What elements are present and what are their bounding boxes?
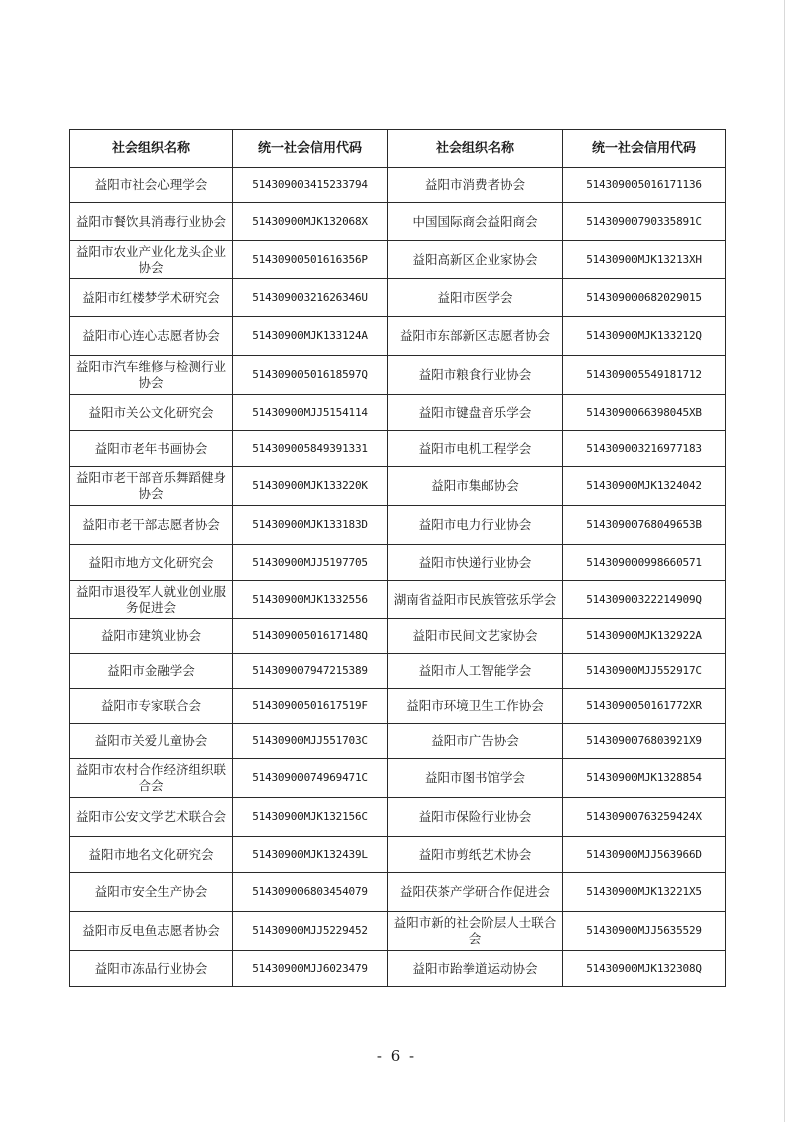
org-name-left: 益阳市退役军人就业创业服务促进会 [70,581,233,619]
credit-code-left: 51430900MJJ551703C [233,724,388,759]
credit-code-left: 51430900MJK133220K [233,467,388,506]
org-name-left: 益阳市金融学会 [70,654,233,689]
credit-code-left: 514309003216263​46U [233,279,388,317]
credit-code-left: 51430900MJK132068X [233,203,388,241]
table-body [70,168,726,987]
scan-edge-line [784,0,785,1122]
org-name-left: 益阳市红楼梦学术研究会 [70,279,233,317]
credit-code-right: 514309005549181712 [563,356,726,395]
credit-code-right: 514309005016171136 [563,168,726,203]
org-name-right: 益阳市民间文艺家协会 [388,619,563,654]
org-name-right: 益阳市环境卫生工作协会 [388,689,563,724]
org-name-left: 益阳市农业产业化龙头企业协会 [70,241,233,279]
credit-code-right: 514309003216977183 [563,431,726,467]
table-header-row [70,130,726,168]
table-row [70,837,726,873]
org-name-left: 益阳市关爱儿童协会 [70,724,233,759]
credit-code-left: 514309005016171​48Q [233,619,388,654]
header-org-name-left: 社会组织名称 [70,130,233,168]
org-name-right: 益阳市键盘音乐学会 [388,395,563,431]
credit-code-right: 51430900MJK13213XH [563,241,726,279]
credit-code-right: 51430900MJJ563966D [563,837,726,873]
credit-code-left: 51430900MJJ5229452 [233,912,388,951]
credit-code-left: 514309007947215389 [233,654,388,689]
credit-code-right: 51430900MJK133212Q [563,317,726,356]
table-row [70,689,726,724]
page-number: - 6 - [376,1047,417,1065]
table-row [70,241,726,279]
org-name-right: 益阳市集邮协会 [388,467,563,506]
table-row [70,356,726,395]
table-row [70,724,726,759]
org-name-right: 益阳茯茶产学研合作促进会 [388,873,563,912]
credit-code-left: 51430900MJK133183D [233,506,388,545]
table-row [70,317,726,356]
org-name-right: 益阳市保险行业协会 [388,798,563,837]
credit-code-right: 514309000682029015 [563,279,726,317]
table-row [70,759,726,798]
org-name-right: 益阳高新区企业家协会 [388,241,563,279]
credit-code-right: 51430900501617​72XR [563,689,726,724]
table-row [70,545,726,581]
org-name-right: 益阳市图书馆学会 [388,759,563,798]
org-name-right: 益阳市电机工程学会 [388,431,563,467]
org-name-left: 益阳市老干部志愿者协会 [70,506,233,545]
table-row [70,912,726,951]
credit-code-left: 51430900MJJ5154114 [233,395,388,431]
org-name-right: 益阳市快递行业协会 [388,545,563,581]
org-name-left: 益阳市社会心理学会 [70,168,233,203]
org-name-right: 益阳市新的社会阶层人士联合会 [388,912,563,951]
credit-code-right: 51430900MJK132922A [563,619,726,654]
credit-code-right: 514309003222149​09Q [563,581,726,619]
org-name-right: 湖南省益阳市民族管弦乐学会 [388,581,563,619]
credit-code-left: 51430900MJK132156C [233,798,388,837]
org-name-right: 益阳市东部新区志愿者协会 [388,317,563,356]
credit-code-right: 514309007632594​24X [563,798,726,837]
table-row [70,619,726,654]
org-name-right: 中国国际商会益阳商会 [388,203,563,241]
table-row [70,279,726,317]
table-row [70,506,726,545]
org-name-left: 益阳市农村合作经济组织联合会 [70,759,233,798]
credit-code-right: 51430900MJK1324042 [563,467,726,506]
table-row [70,654,726,689]
org-name-right: 益阳市粮食行业协会 [388,356,563,395]
credit-code-left: 51430900MJJ6023479 [233,951,388,987]
credit-code-left: 514309005016163​56P [233,241,388,279]
table-row [70,395,726,431]
credit-code-right: 514309007680496​53B [563,506,726,545]
credit-code-left: 514309005016185​97Q [233,356,388,395]
credit-code-right: 514309007903358​91C [563,203,726,241]
credit-code-right: 51430900MJK13221X5 [563,873,726,912]
org-name-left: 益阳市餐饮具消毒行业协会 [70,203,233,241]
org-name-left: 益阳市汽车维修与检测行业协会 [70,356,233,395]
org-name-right: 益阳市医学会 [388,279,563,317]
header-org-name-right: 社会组织名称 [388,130,563,168]
org-name-left: 益阳市老年书画协会 [70,431,233,467]
org-name-left: 益阳市专家联合会 [70,689,233,724]
org-name-right: 益阳市剪纸艺术协会 [388,837,563,873]
org-name-right: 益阳市电力行业协会 [388,506,563,545]
org-name-left: 益阳市安全生产协会 [70,873,233,912]
credit-code-left: 51430900MJK133124A [233,317,388,356]
table-row [70,467,726,506]
table-row [70,951,726,987]
credit-code-left: 51430900MJK132439L [233,837,388,873]
org-name-left: 益阳市地名文化研究会 [70,837,233,873]
org-name-right: 益阳市跆拳道运动协会 [388,951,563,987]
organization-registry-table [69,129,726,987]
org-name-right: 益阳市人工智能学会 [388,654,563,689]
org-name-left: 益阳市地方文化研究会 [70,545,233,581]
credit-code-right: 51430900663980​45XB [563,395,726,431]
table-row [70,798,726,837]
credit-code-left: 514309000749694​71C [233,759,388,798]
org-name-left: 益阳市关公文化研究会 [70,395,233,431]
credit-code-right: 514309000998660571 [563,545,726,581]
credit-code-right: 51430900MJK132308Q [563,951,726,987]
org-name-left: 益阳市心连心志愿者协会 [70,317,233,356]
org-name-right: 益阳市消费者协会 [388,168,563,203]
org-name-left: 益阳市建筑业协会 [70,619,233,654]
credit-code-right: 51430900768039​21X9 [563,724,726,759]
org-name-left: 益阳市冻品行业协会 [70,951,233,987]
table-row [70,431,726,467]
header-credit-code-left: 统一社会信用代码 [233,130,388,168]
table-row [70,203,726,241]
credit-code-right: 51430900MJK1328854 [563,759,726,798]
table-row [70,873,726,912]
table-row [70,581,726,619]
credit-code-left: 51430900MJJ5197705 [233,545,388,581]
org-name-left: 益阳市公安文学艺术联合会 [70,798,233,837]
credit-code-left: 514309005016175​19F [233,689,388,724]
org-name-left: 益阳市老干部音乐舞蹈健身协会 [70,467,233,506]
credit-code-right: 51430900MJJ552917C [563,654,726,689]
credit-code-left: 514309006803454079 [233,873,388,912]
table-row [70,168,726,203]
credit-code-right: 51430900MJJ5635529 [563,912,726,951]
org-name-left: 益阳市反电鱼志愿者协会 [70,912,233,951]
credit-code-left: 514309003415233794 [233,168,388,203]
org-name-right: 益阳市广告协会 [388,724,563,759]
credit-code-left: 51430900MJK1332556 [233,581,388,619]
credit-code-left: 514309005849391331 [233,431,388,467]
header-credit-code-right: 统一社会信用代码 [563,130,726,168]
